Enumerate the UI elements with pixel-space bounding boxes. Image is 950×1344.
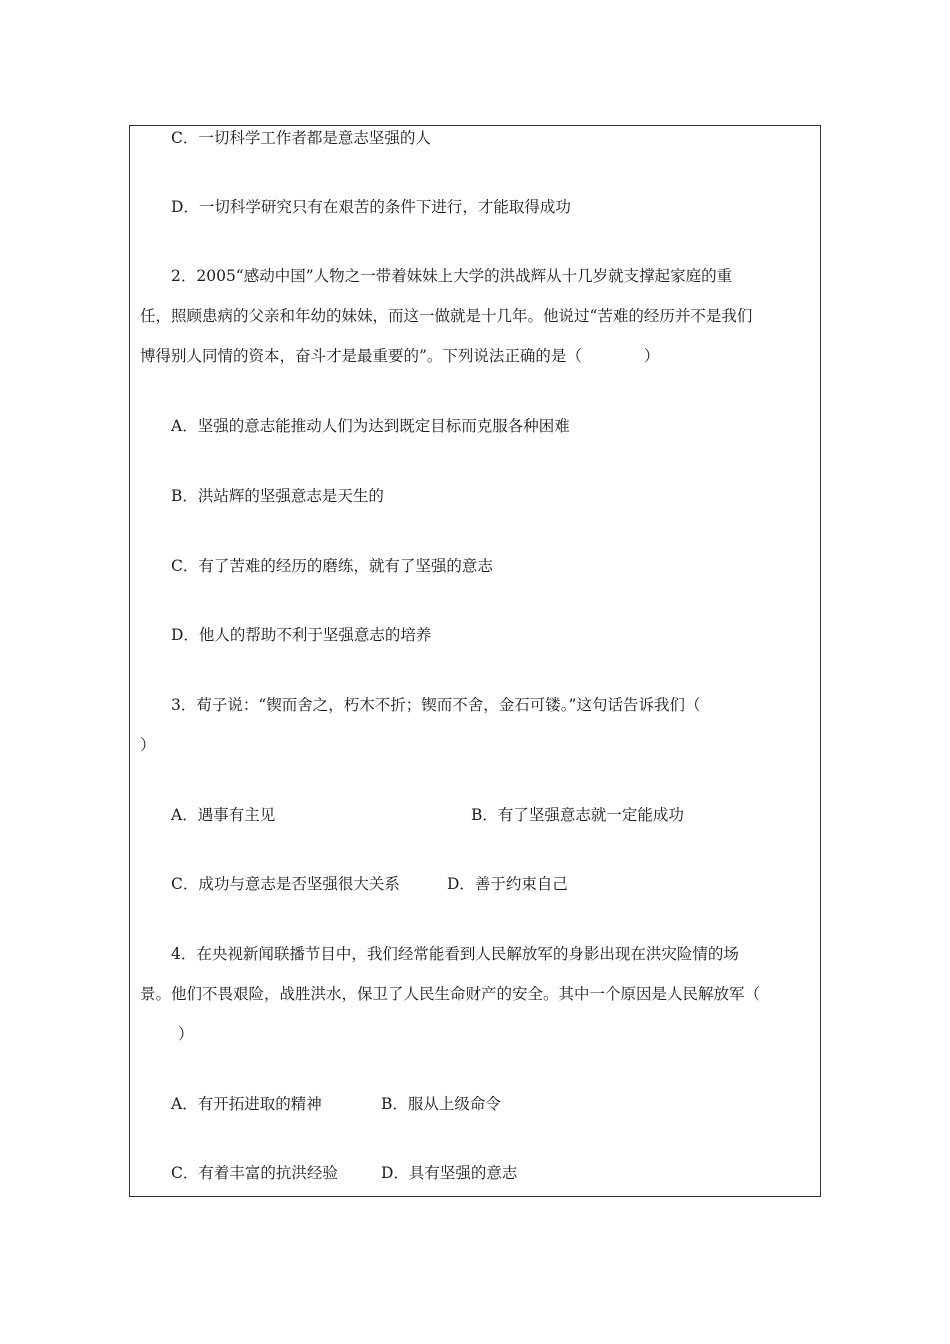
q2-stem-line1: 2．2005“感动中国”人物之一带着妹妹上大学的洪战辉从十几岁就支撑起家庭的重 xyxy=(171,267,733,285)
q3-option-d: D．善于约束自己 xyxy=(447,875,568,893)
q4-option-a: A．有开拓进取的精神 xyxy=(171,1095,322,1113)
q3-option-a: A．遇事有主见 xyxy=(171,806,276,824)
q4-stem-line2: 景。他们不畏艰险，战胜洪水，保卫了人民生命财产的安全。其中一个原因是人民解放军（ xyxy=(140,985,761,1003)
q2-option-a: A．坚强的意志能推动人们为达到既定目标而克服各种困难 xyxy=(171,417,570,435)
q2-stem-line2: 任，照顾患病的父亲和年幼的妹妹，而这一做就是十几年。他说过“苦难的经历并不是我们 xyxy=(140,307,753,325)
q4-option-b: B．服从上级命令 xyxy=(381,1095,501,1113)
q4-stem-line1: 4．在央视新闻联播节目中，我们经常能看到人民解放军的身影出现在洪灾险情的场 xyxy=(171,945,739,963)
q2-option-d: D．他人的帮助不利于坚强意志的培养 xyxy=(171,626,432,644)
q4-option-c: C．有着丰富的抗洪经验 xyxy=(171,1164,338,1182)
q4-option-d: D．具有坚强的意志 xyxy=(381,1164,518,1182)
q2-option-b: B．洪站辉的坚强意志是天生的 xyxy=(171,487,384,505)
q3-option-c: C．成功与意志是否坚强很大关系 xyxy=(171,875,400,893)
q3-stem-line2: ） xyxy=(140,736,156,754)
q3-stem-line1: 3．荀子说：“锲而舍之，朽木不折；锲而不舍，金石可镂。”这句话告诉我们（ xyxy=(171,696,701,714)
q4-stem-line3: ） xyxy=(178,1025,194,1043)
q1-option-c: C．一切科学工作者都是意志坚强的人 xyxy=(171,129,431,147)
q1-option-d: D．一切科学研究只有在艰苦的条件下进行，才能取得成功 xyxy=(171,198,571,216)
q3-option-b: B．有了坚强意志就一定能成功 xyxy=(471,806,684,824)
q2-option-c: C．有了苦难的经历的磨练，就有了坚强的意志 xyxy=(171,557,493,575)
q2-stem-line3: 博得别人同情的资本，奋斗才是最重要的”。下列说法正确的是（ ） xyxy=(140,347,660,365)
